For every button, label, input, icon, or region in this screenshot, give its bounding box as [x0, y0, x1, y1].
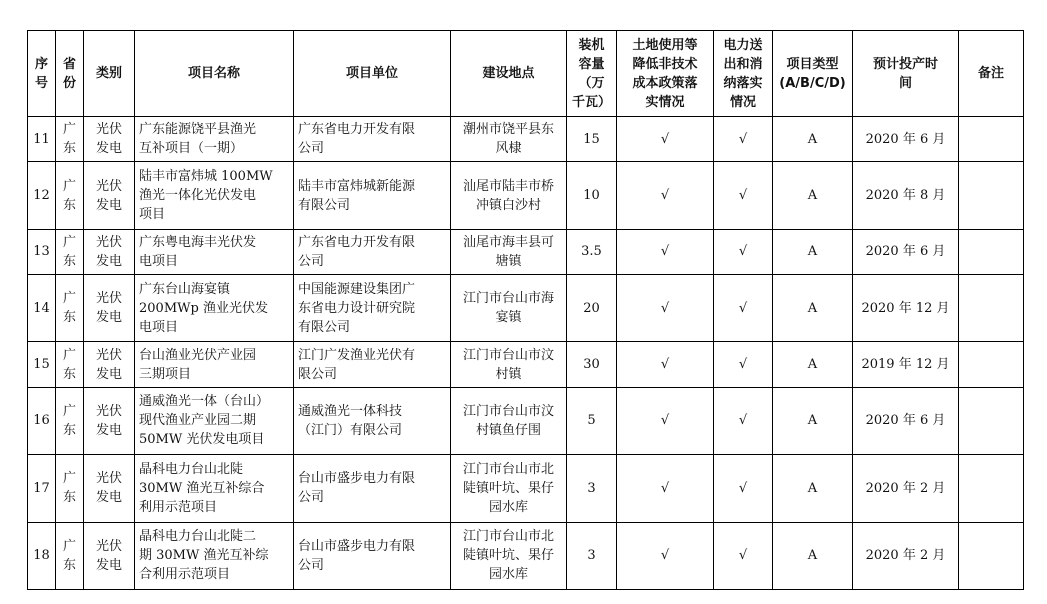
project-table	[27, 30, 1024, 590]
cell-line: 通威渔光一体科技	[298, 403, 403, 419]
cell-capacity: 10	[567, 162, 617, 229]
cell-line: 江门市台山市北	[462, 529, 554, 545]
cell-note	[959, 117, 1024, 162]
cell-power-delivery: √	[714, 387, 773, 454]
cell-project-unit	[294, 342, 451, 387]
cell-line: 公司	[298, 490, 325, 506]
cell-line: 三期项目	[139, 366, 192, 382]
cell-line: 发电	[95, 366, 122, 382]
cell-province	[56, 162, 84, 229]
cell-project-name	[135, 455, 294, 522]
cell-line: 30MW 渔光互补综合	[139, 480, 265, 496]
cell-power-delivery: √	[714, 162, 773, 229]
cell-line: 期 30MW 渔光互补综	[139, 548, 269, 564]
header-location	[451, 31, 567, 117]
cell-no: 18	[28, 522, 56, 590]
cell-line: 公司	[298, 253, 325, 269]
cell-line: 广东省电力开发有限	[298, 234, 416, 250]
header-province	[56, 31, 84, 117]
cell-line: 陆丰市富炜城 100MW	[139, 169, 273, 184]
cell-category	[84, 522, 135, 590]
cell-land-policy: √	[617, 162, 714, 229]
cell-note	[959, 387, 1024, 454]
cell-line: 晶科电力台山北陡二	[139, 529, 257, 545]
cell-line: 中国能源建设集团广	[298, 281, 416, 297]
cell-line: 风棣	[495, 141, 522, 157]
cell-line: 陡镇叶坑、果仔	[462, 480, 554, 496]
cell-line: 台山市盛步电力有限	[298, 471, 416, 487]
cell-note	[959, 229, 1024, 274]
cell-project-type: A	[773, 387, 853, 454]
cell-date: 2020 年 8 月	[853, 162, 959, 229]
header-line: 装机	[578, 37, 605, 53]
header-line: 备注	[977, 66, 1004, 81]
cell-line: 东	[62, 310, 76, 326]
cell-line: 项目	[139, 207, 166, 222]
cell-location	[451, 229, 567, 274]
header-name	[135, 31, 294, 117]
cell-project-unit	[294, 162, 451, 229]
cell-line: 公司	[298, 557, 325, 573]
cell-date: 2020 年 12 月	[853, 275, 959, 342]
cell-line: 光伏	[95, 122, 122, 138]
cell-line: 广	[62, 538, 76, 554]
cell-line: 限公司	[298, 366, 338, 382]
header-line: （万	[578, 75, 605, 91]
header-line: 情况	[729, 94, 756, 110]
header-line: 预计投产时	[872, 56, 938, 72]
cell-line: 广	[62, 347, 76, 363]
table-row	[28, 522, 1024, 590]
cell-line: 广	[62, 403, 76, 419]
header-line: 出和消	[723, 56, 763, 72]
cell-project-name	[135, 229, 294, 274]
cell-location	[451, 522, 567, 590]
cell-power-delivery: √	[714, 455, 773, 522]
cell-project-unit	[294, 455, 451, 522]
cell-no: 16	[28, 387, 56, 454]
cell-line: 200MWp 渔业光伏发	[139, 300, 268, 316]
header-line: 土地使用等	[632, 37, 698, 53]
cell-line: 陡镇叶坑、果仔	[462, 548, 554, 564]
cell-province	[56, 275, 84, 342]
cell-land-policy: √	[617, 117, 714, 162]
cell-line: 东	[62, 197, 76, 213]
cell-line: 公司	[298, 141, 325, 157]
cell-line: 电项目	[139, 253, 179, 269]
header-note	[959, 31, 1024, 117]
cell-line: 光伏	[95, 234, 122, 250]
cell-capacity: 3.5	[567, 229, 617, 274]
cell-line: 村镇鱼仔围	[475, 422, 541, 438]
cell-project-name	[135, 387, 294, 454]
cell-line: 汕尾市海丰县可	[462, 234, 554, 250]
header-line: 份	[62, 75, 76, 91]
cell-line: 发电	[95, 197, 122, 213]
cell-project-type: A	[773, 342, 853, 387]
cell-line: 广	[62, 471, 76, 487]
header-capacity	[567, 31, 617, 117]
cell-line: 广	[62, 122, 76, 138]
cell-capacity: 3	[567, 455, 617, 522]
header-line: 序	[34, 56, 48, 72]
cell-line: 发电	[95, 422, 122, 438]
cell-line: 有限公司	[298, 319, 351, 335]
cell-line: 电项目	[139, 319, 179, 335]
cell-line: 东	[62, 422, 76, 438]
cell-line: 渔光一体化光伏发电	[139, 188, 257, 203]
header-no	[28, 31, 56, 117]
cell-capacity: 5	[567, 387, 617, 454]
cell-line: （江门）有限公司	[298, 422, 403, 438]
cell-line: 广	[62, 178, 76, 194]
cell-project-unit	[294, 117, 451, 162]
cell-line: 江门市台山市北	[462, 461, 554, 477]
cell-line: 广	[62, 234, 76, 250]
cell-line: 东省电力设计研究院	[298, 300, 416, 316]
cell-line: 江门市台山市汶	[462, 347, 554, 363]
cell-category	[84, 162, 135, 229]
cell-project-name	[135, 275, 294, 342]
header-line: 容量	[578, 56, 605, 72]
cell-date: 2020 年 6 月	[853, 387, 959, 454]
cell-land-policy: √	[617, 229, 714, 274]
cell-location	[451, 162, 567, 229]
cell-line: 利用示范项目	[139, 499, 218, 515]
cell-land-policy: √	[617, 342, 714, 387]
header-line: 类别	[95, 66, 122, 81]
cell-date: 2020 年 2 月	[853, 455, 959, 522]
cell-line: 广东能源饶平县渔光	[139, 122, 257, 138]
cell-date: 2019 年 12 月	[853, 342, 959, 387]
cell-project-unit	[294, 275, 451, 342]
cell-province	[56, 229, 84, 274]
cell-note	[959, 162, 1024, 229]
cell-line: 宴镇	[495, 310, 522, 326]
cell-power-delivery: √	[714, 342, 773, 387]
header-line: 纳落实	[723, 75, 763, 91]
cell-date: 2020 年 6 月	[853, 117, 959, 162]
cell-line: 发电	[95, 253, 122, 269]
table-row	[28, 387, 1024, 454]
cell-location	[451, 275, 567, 342]
cell-line: 东	[62, 141, 76, 157]
cell-line: 东	[62, 490, 76, 506]
cell-project-name	[135, 522, 294, 590]
cell-project-type: A	[773, 275, 853, 342]
header-power-delivery	[714, 31, 773, 117]
header-line: 千瓦）	[571, 94, 611, 110]
cell-note	[959, 275, 1024, 342]
header-line: 实情况	[645, 94, 685, 110]
cell-province	[56, 342, 84, 387]
header-line: 省	[62, 56, 76, 72]
cell-line: 园水库	[488, 499, 528, 515]
cell-line: 东	[62, 557, 76, 573]
cell-power-delivery: √	[714, 522, 773, 590]
cell-capacity: 15	[567, 117, 617, 162]
cell-line: 发电	[95, 310, 122, 326]
cell-line: 晶科电力台山北陡	[139, 461, 244, 477]
cell-line: 东	[62, 366, 76, 382]
cell-land-policy: √	[617, 387, 714, 454]
cell-line: 光伏	[95, 178, 122, 194]
cell-province	[56, 522, 84, 590]
cell-line: 台山市盛步电力有限	[298, 538, 416, 554]
cell-line: 互补项目（一期）	[139, 141, 244, 157]
table-row	[28, 229, 1024, 274]
header-project-type	[773, 31, 853, 117]
cell-no: 11	[28, 117, 56, 162]
cell-location	[451, 387, 567, 454]
cell-line: 广东省电力开发有限	[298, 122, 416, 138]
cell-line: 广东台山海宴镇	[139, 281, 231, 297]
header-line: 项目类型	[786, 56, 839, 72]
header-line: 降低非技术	[632, 56, 698, 72]
header-category	[84, 31, 135, 117]
header-unit	[294, 31, 451, 117]
header-line: 号	[34, 75, 48, 91]
cell-line: 汕尾市陆丰市桥	[462, 178, 554, 194]
table-row	[28, 342, 1024, 387]
document-page	[27, 30, 1023, 590]
cell-line: 光伏	[95, 538, 122, 554]
cell-line: 光伏	[95, 347, 122, 363]
cell-line: 冲镇白沙村	[475, 197, 541, 213]
cell-category	[84, 455, 135, 522]
header-land-policy	[617, 31, 714, 117]
cell-no: 12	[28, 162, 56, 229]
cell-capacity: 20	[567, 275, 617, 342]
cell-capacity: 30	[567, 342, 617, 387]
cell-project-type: A	[773, 117, 853, 162]
cell-province	[56, 117, 84, 162]
header-line: 建设地点	[482, 66, 535, 81]
cell-line: 有限公司	[298, 197, 351, 213]
cell-line: 江门市台山市海	[462, 291, 554, 307]
cell-line: 光伏	[95, 471, 122, 487]
header-line: 间	[898, 75, 912, 91]
cell-power-delivery: √	[714, 229, 773, 274]
cell-project-name	[135, 117, 294, 162]
cell-line: 发电	[95, 557, 122, 573]
cell-project-name	[135, 162, 294, 229]
cell-line: 现代渔业产业园二期	[139, 413, 257, 429]
cell-category	[84, 117, 135, 162]
header-line: 项目单位	[345, 66, 398, 81]
table-body	[28, 117, 1024, 590]
cell-date: 2020 年 6 月	[853, 229, 959, 274]
header-line: 成本政策落	[632, 75, 698, 91]
cell-project-type: A	[773, 229, 853, 274]
cell-line: 台山渔业光伏产业园	[139, 347, 257, 363]
cell-category	[84, 229, 135, 274]
cell-project-type: A	[773, 455, 853, 522]
cell-line: 东	[62, 253, 76, 269]
cell-location	[451, 117, 567, 162]
cell-location	[451, 342, 567, 387]
cell-line: 光伏	[95, 403, 122, 419]
cell-capacity: 3	[567, 522, 617, 590]
cell-line: 光伏	[95, 291, 122, 307]
cell-power-delivery: √	[714, 275, 773, 342]
header-line: (A/B/C/D)	[779, 75, 846, 91]
cell-location	[451, 455, 567, 522]
cell-project-type: A	[773, 522, 853, 590]
header-line: 项目名称	[187, 66, 240, 81]
cell-no: 13	[28, 229, 56, 274]
cell-no: 17	[28, 455, 56, 522]
cell-line: 50MW 光伏发电项目	[139, 432, 265, 448]
cell-line: 陆丰市富炜城新能源	[298, 178, 416, 194]
cell-line: 园水库	[488, 567, 528, 583]
cell-project-unit	[294, 229, 451, 274]
table-row	[28, 275, 1024, 342]
cell-date: 2020 年 2 月	[853, 522, 959, 590]
cell-line: 广东粤电海丰光伏发	[139, 234, 257, 250]
cell-land-policy: √	[617, 522, 714, 590]
cell-project-unit	[294, 387, 451, 454]
cell-land-policy: √	[617, 275, 714, 342]
cell-note	[959, 522, 1024, 590]
cell-project-type: A	[773, 162, 853, 229]
cell-line: 发电	[95, 490, 122, 506]
cell-note	[959, 342, 1024, 387]
cell-land-policy: √	[617, 455, 714, 522]
cell-category	[84, 275, 135, 342]
cell-no: 15	[28, 342, 56, 387]
header-date	[853, 31, 959, 117]
cell-province	[56, 455, 84, 522]
cell-province	[56, 387, 84, 454]
table-row	[28, 162, 1024, 229]
cell-line: 塘镇	[495, 253, 522, 269]
cell-line: 通威渔光一体（台山）	[139, 394, 270, 410]
cell-note	[959, 455, 1024, 522]
cell-category	[84, 342, 135, 387]
header-line: 电力送	[723, 37, 763, 53]
header-row	[28, 31, 1024, 117]
cell-line: 村镇	[495, 366, 522, 382]
cell-no: 14	[28, 275, 56, 342]
cell-line: 合利用示范项目	[139, 567, 231, 583]
cell-project-name	[135, 342, 294, 387]
cell-line: 发电	[95, 141, 122, 157]
cell-project-unit	[294, 522, 451, 590]
cell-line: 江门广发渔业光伏有	[298, 347, 416, 363]
cell-power-delivery: √	[714, 117, 773, 162]
cell-category	[84, 387, 135, 454]
cell-line: 广	[62, 291, 76, 307]
table-row	[28, 117, 1024, 162]
table-row	[28, 455, 1024, 522]
cell-line: 江门市台山市汶	[462, 403, 554, 419]
cell-line: 潮州市饶平县东	[462, 122, 554, 138]
